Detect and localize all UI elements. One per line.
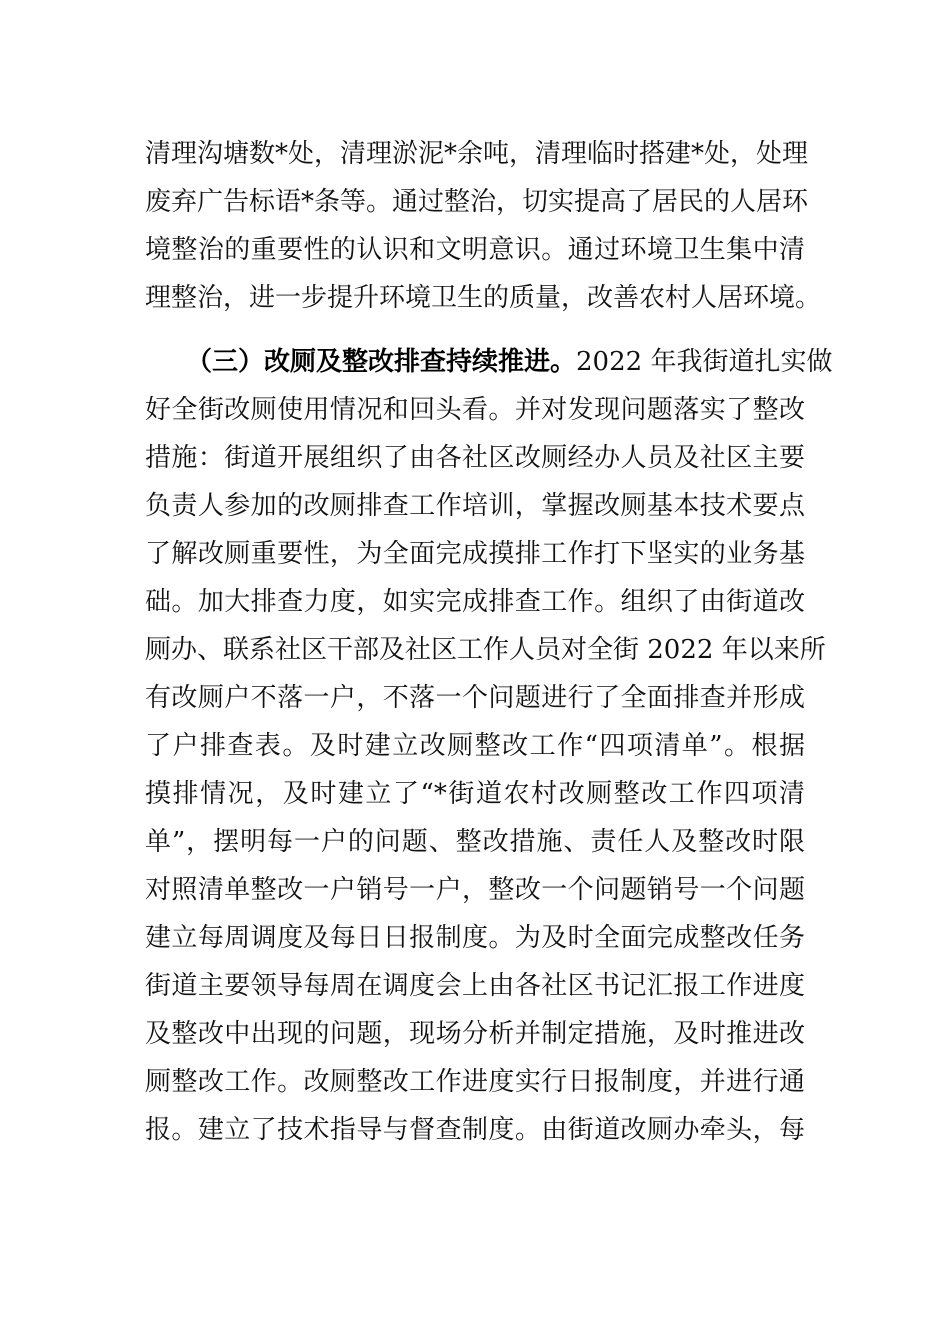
- paragraph2-line-6: 础。加大排查力度，如实完成排查工作。组织了由街道改: [145, 587, 805, 617]
- paragraph2-first-line: [186, 342, 833, 382]
- paragraph1-line-3: 境整治的重要性的认识和文明意识。通过环境卫生集中清: [145, 235, 805, 265]
- paragraph2-line-7: 厕办、联系社区干部及社区工作人员对全街 2022 年以来所: [145, 635, 826, 665]
- paragraph1-line-4: 理整治，进一步提升环境卫生的质量，改善农村人居环境。: [145, 283, 822, 313]
- paragraph2-line-13: 建立每周调度及每日日报制度。为及时全面完成整改任务: [145, 923, 805, 953]
- paragraph2-line-10: 摸排情况，及时建立了“*街道农村改厕整改工作四项清: [145, 779, 805, 809]
- paragraph2-line-2: 好全街改厕使用情况和回头看。并对发现问题落实了整改: [145, 395, 805, 425]
- paragraph1-line-2: 废弃广告标语*条等。通过整治，切实提高了居民的人居环: [145, 187, 809, 217]
- paragraph2-line-12: 对照清单整改一户销号一户，整改一个问题销号一个问题: [145, 875, 805, 905]
- paragraph2-first-line-text: 2022 年我街道扎实做: [576, 347, 833, 377]
- paragraph2-line-17: 报。建立了技术指导与督查制度。由街道改厕办牵头，每: [145, 1115, 805, 1145]
- section-heading: （三）改厕及整改排查持续推进。: [186, 347, 577, 377]
- paragraph2-line-15: 及整改中出现的问题，现场分析并制定措施，及时推进改: [145, 1019, 805, 1049]
- paragraph2-line-11: 单”，摆明每一户的问题、整改措施、责任人及整改时限: [145, 827, 805, 857]
- paragraph2-line-14: 街道主要领导每周在调度会上由各社区书记汇报工作进度: [145, 971, 805, 1001]
- paragraph2-line-4: 负责人参加的改厕排查工作培训，掌握改厕基本技术要点: [145, 491, 805, 521]
- paragraph2-line-3: 措施：街道开展组织了由各社区改厕经办人员及社区主要: [145, 443, 805, 473]
- paragraph2-line-9: 了户排查表。及时建立改厕整改工作“四项清单”。根据: [145, 731, 805, 761]
- paragraph2-line-8: 有改厕户不落一户，不落一个问题进行了全面排查并形成: [145, 683, 805, 713]
- paragraph1-line-1: 清理沟塘数*处，清理淤泥*余吨，清理临时搭建*处，处理: [145, 139, 809, 169]
- paragraph2-line-5: 了解改厕重要性，为全面完成摸排工作打下坚实的业务基: [145, 539, 805, 569]
- paragraph2-line-16: 厕整改工作。改厕整改工作进度实行日报制度，并进行通: [145, 1067, 805, 1097]
